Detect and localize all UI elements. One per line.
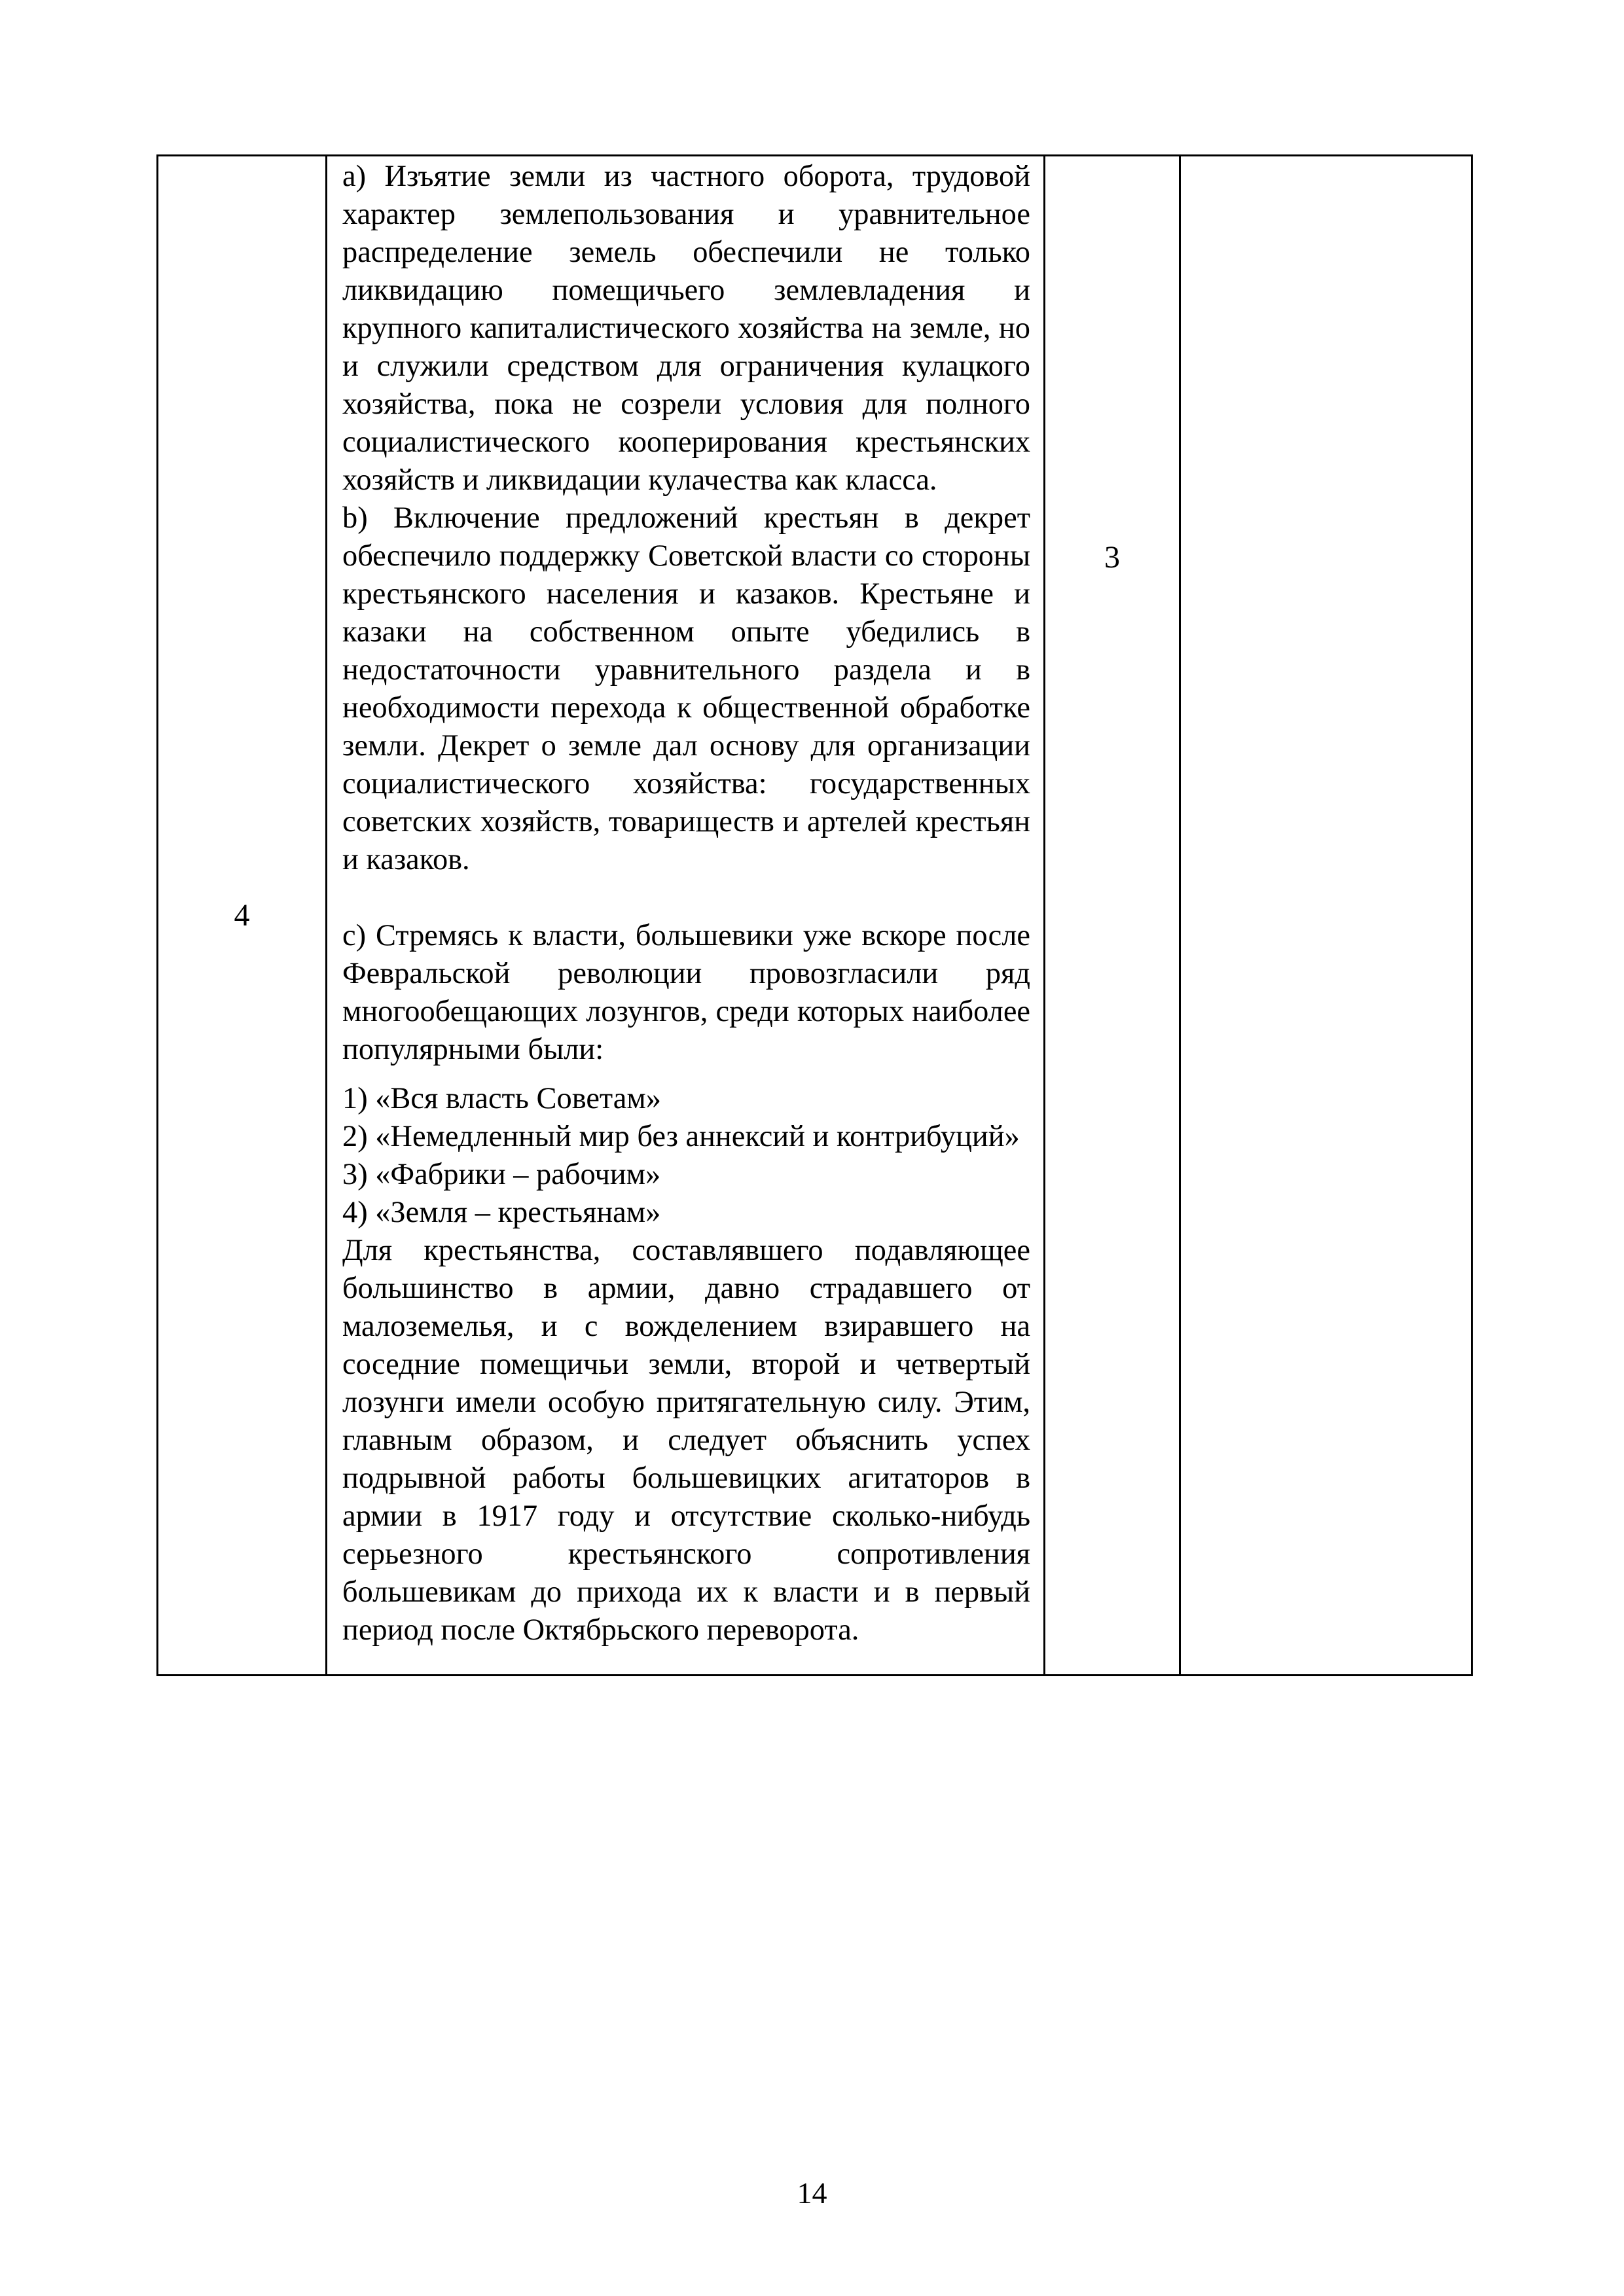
paragraph-a: а) Изъятие земли из частного оборота, трудовой характер землепользования и уравнительное распределение земель обеспечили не только ликвидацию помещичьего землевладения и крупного капиталистического хозяйства на земле, но и служили средством для ограничения кулацкого хозяйства, пока не созрели условия для полного социалистического кооперирования крестьянских хозяйств и ликвидации кулачества как класса. <box>342 160 1030 497</box>
page-number: 14 <box>797 2176 827 2210</box>
slogan-4: 4) «Земля – крестьянам» <box>342 1196 661 1229</box>
answer-text-cell <box>327 156 1045 1676</box>
task-number-cell <box>158 156 327 1676</box>
score-cell <box>1045 156 1180 1676</box>
slogan-3: 3) «Фабрики – рабочим» <box>342 1158 661 1191</box>
task-number: 4 <box>234 898 250 933</box>
table-row <box>158 156 1472 1676</box>
paragraph-conclusion: Для крестьянства, составлявшего подавляющее большинство в армии, давно страдавшего от малоземелья, и с вожделением взиравшего на соседние помещичьи земли, второй и четвертый лозунги имели особую притягательную силу. Этим, главным образом, и следует объяснить успех подрывной работы большевицких агитаторов в армии в 1917 году и отсутствие сколько-нибудь серьезного крестьянского сопротивления большевикам до прихода их к власти и в первый период после Октябрьского переворота. <box>342 1234 1030 1647</box>
paragraph-c: с) Стремясь к власти, большевики уже вскоре после Февральской революции провозгласили ряд многообещающих лозунгов, среди которых наиболее популярными были: <box>342 919 1030 1066</box>
score-value: 3 <box>1104 540 1120 575</box>
slogan-1: 1) «Вся власть Советам» <box>342 1082 661 1115</box>
paragraph-b: b) Включение предложений крестьян в декрет обеспечило поддержку Советской власти со стороны крестьянского населения и казаков. Крестьяне и казаки на собственном опыте убедились в недостаточности уравнительного раздела и в необходимости перехода к общественной обработке земли. Декрет о земле дал основу для организации социалистического хозяйства: государственных советских хозяйств, товариществ и артелей крестьян и казаков. <box>342 501 1030 876</box>
empty-cell <box>1180 156 1472 1676</box>
slogan-2: 2) «Немедленный мир без аннексий и контрибуций» <box>342 1120 1020 1153</box>
answer-table <box>156 154 1473 1676</box>
